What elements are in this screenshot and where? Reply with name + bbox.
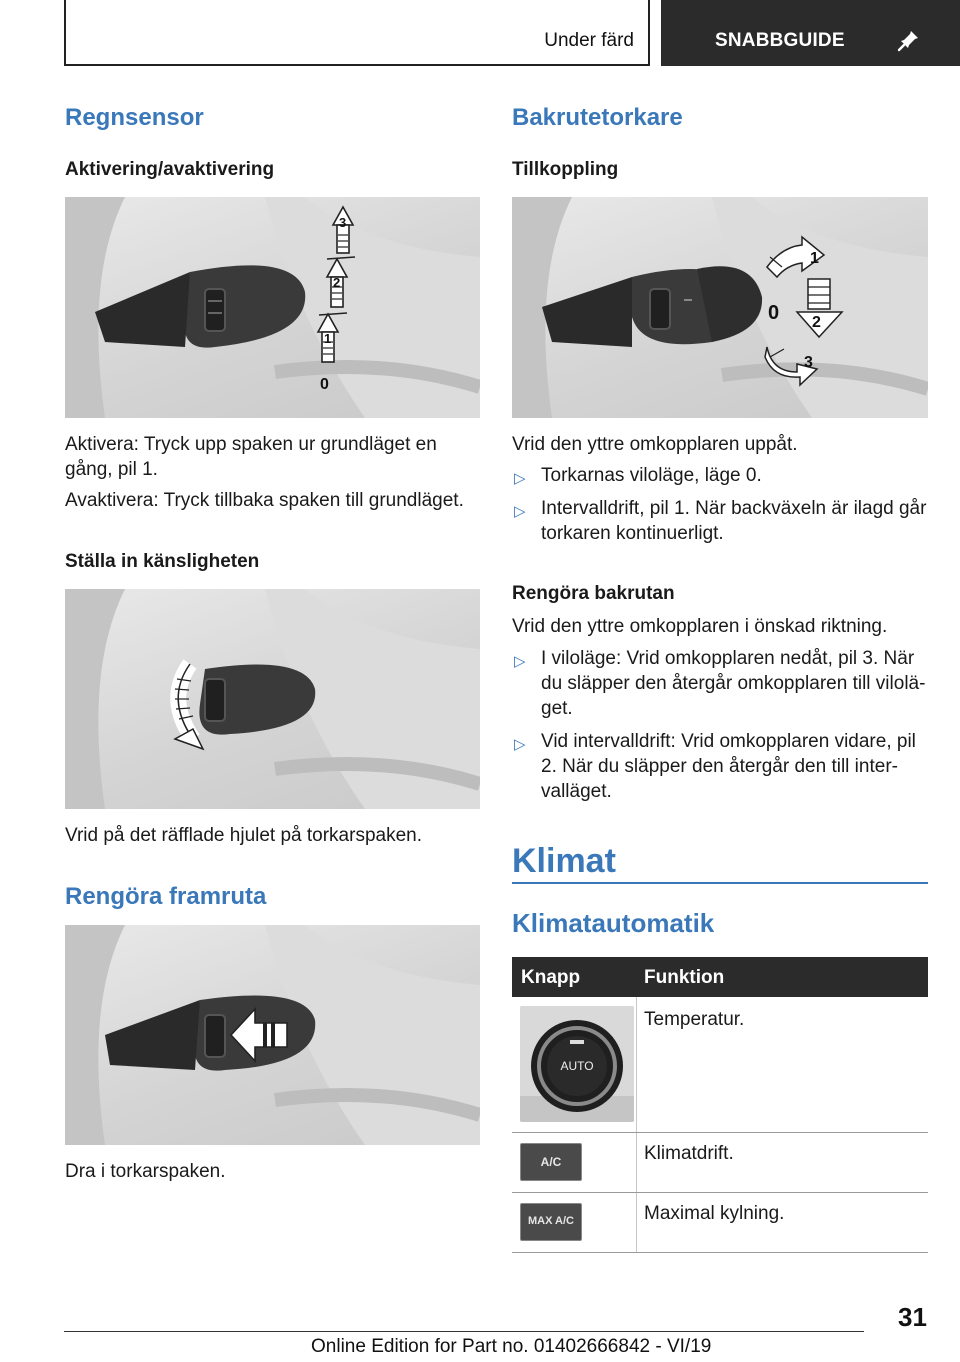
max-ac-button-label: MAX A/C <box>527 1215 575 1227</box>
rain-sensor-heading: Regnsensor <box>65 104 204 131</box>
table-row <box>512 1193 928 1253</box>
quick-guide-icon <box>897 28 921 52</box>
clean-rear-heading: Rengöra bakrutan <box>512 583 675 604</box>
bullet-triangle-icon: ▷ <box>514 470 526 487</box>
footer-divider <box>64 1331 864 1332</box>
max-ac-button-image <box>520 1203 582 1241</box>
clean-rear-text: Vrid den yttre omkopplaren i önskad riktning. <box>512 616 888 637</box>
sensitivity-text: Vrid på det räfflade hjulet på torkarspaken. <box>65 825 423 846</box>
figure-sensitivity-wheel <box>65 589 480 809</box>
function-cell: Temperatur. <box>644 1009 745 1030</box>
rear-wiper-heading: Bakrutetorkare <box>512 104 683 131</box>
fig1-label-3: 3 <box>339 215 347 230</box>
fig-rear-label-2: 2 <box>812 314 821 331</box>
clean-front-text: Dra i torkarspaken. <box>65 1161 226 1182</box>
clean-rear-bullet-list <box>512 646 928 812</box>
fig1-label-2: 2 <box>333 275 341 290</box>
fig-rear-label-1: 1 <box>810 250 819 267</box>
header-section-box <box>64 0 650 66</box>
bullet-triangle-icon: ▷ <box>514 736 526 753</box>
page-number: 31 <box>898 1302 927 1332</box>
ac-button-label: A/C <box>540 1155 562 1169</box>
engage-text: Vrid den yttre omkopplaren uppåt. <box>512 434 798 455</box>
column-header-button: Knapp <box>521 967 581 988</box>
list-item: ▷ Vid intervalldrift: Vrid omkopplaren vidare, pil 2. När du släpper den återgår den till inter-valläget. <box>514 731 916 802</box>
header-guide-title: SNABBGUIDE <box>715 30 845 51</box>
climate-table <box>512 957 928 1253</box>
list-item: ▷ Torkarnas viloläge, läge 0. <box>512 463 928 488</box>
fig-rear-label-0: 0 <box>768 302 780 324</box>
footer-edition-text: Online Edition for Part no. 01402666842 - VI/19 <box>311 1336 712 1357</box>
figure-rain-sensor-lever <box>65 197 480 418</box>
clean-front-heading: Rengöra framruta <box>65 883 267 910</box>
climate-divider <box>512 882 928 884</box>
engage-heading: Tillkoppling <box>512 159 619 180</box>
figure-pull-lever <box>65 925 480 1145</box>
deactivate-text: Avaktivera: Tryck tillbaka spaken till grundläget. <box>65 490 464 511</box>
bullet-triangle-icon: ▷ <box>514 653 526 670</box>
header-guide-box <box>661 0 960 66</box>
header-section-title: Under färd <box>544 30 634 51</box>
activation-heading: Aktivering/avaktivering <box>65 159 275 180</box>
climate-heading: Klimat <box>512 842 616 880</box>
column-header-function: Funktion <box>644 967 725 988</box>
function-cell: Klimatdrift. <box>644 1143 734 1164</box>
list-item: ▷ Intervalldrift, pil 1. När backväxeln är ilagd går torkaren kontinuerligt. <box>514 498 927 544</box>
fig1-label-1: 1 <box>324 331 332 346</box>
figure-rear-wiper-switch <box>512 197 928 418</box>
table-row <box>512 997 928 1133</box>
sensitivity-heading: Ställa in känsligheten <box>65 551 260 572</box>
ac-button-image <box>520 1143 582 1181</box>
auto-temperature-button-image <box>520 1006 634 1122</box>
auto-button-label: AUTO <box>560 1059 594 1073</box>
bullet-triangle-icon: ▷ <box>514 503 526 520</box>
activate-text: Aktivera: Tryck upp spaken ur grundläget en gång, pil 1. <box>65 434 437 480</box>
list-item: ▷ I viloläge: Vrid omkopplaren nedåt, pil 3. När du släpper den återgår omkopplaren till vilolä-get. <box>514 648 926 719</box>
table-header <box>512 957 928 997</box>
engage-bullet-list <box>512 463 928 554</box>
fig1-label-0: 0 <box>320 376 329 393</box>
fig-rear-label-3: 3 <box>804 354 813 371</box>
auto-climate-heading: Klimatautomatik <box>512 908 715 938</box>
table-row <box>512 1133 928 1193</box>
function-cell: Maximal kylning. <box>644 1203 785 1224</box>
